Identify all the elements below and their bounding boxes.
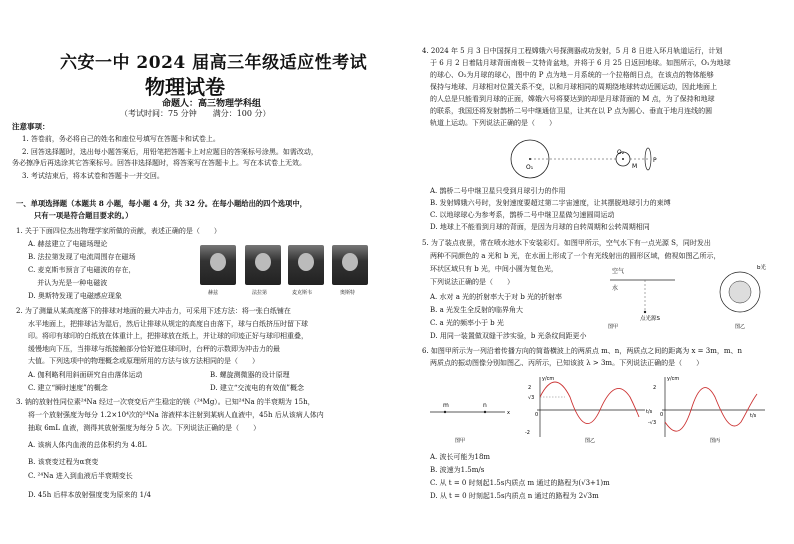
label-p: P (653, 157, 657, 164)
notice-heading: 注意事项： (12, 122, 50, 131)
label-b-light: b光 (757, 265, 766, 271)
label-neg-two: -2 (525, 430, 530, 436)
q6-line: 6. 如图甲所示为一列沿着传播方向的简谐横波上的两质点 m、n，两质点之间的距离为 x = 3m，m、n (422, 347, 742, 355)
q6-option-b: B. 波速为1.5m/s (430, 466, 485, 474)
q2-line: 水平地面上，把排球沾为湿后，然后让排球从规定的高度自由落下，球与白纸挤压时留下球 (28, 320, 308, 328)
maxwell-portrait (288, 245, 324, 285)
point-source (644, 311, 646, 313)
q4-line: 保持与地球、月球相对位置关系不变，以和月球相同的周期绕地球转动近圆运动，因此地面上 (430, 83, 717, 91)
q1-option-a: A. 赫兹建立了电磁场理论 (28, 240, 108, 248)
label-two: 2 (653, 385, 657, 391)
q5-option-c: C. a 光的频率小于 b 光 (430, 319, 504, 327)
q2-line: 缓慢地向下压，当排球与纸接触部分恰好遮住球印时，台秤的示数即为冲击力的最 (28, 345, 280, 353)
label-m: m (443, 402, 449, 409)
label-t-axis: t/s (646, 409, 653, 415)
author-line: 命题人：高三物理学科组 (162, 99, 262, 109)
exam-title: 六安一中 2024 届高三年级适应性考试 (60, 53, 368, 73)
q3-option-c: C. ²⁴Na 进入到血液后半衰期变长 (28, 472, 133, 480)
q6-option-a: A. 波长可能为18m (430, 453, 491, 461)
point-m (444, 411, 446, 413)
q4-option-c: C. 以地球球心为参考系，鹊桥二号中继卫星做匀速圆周运动 (430, 211, 615, 219)
q2-option-a: A. 伽利略利用斜面研究自由落体运动 (28, 371, 143, 379)
q3-line: 抽取 6mL 血液，测得其放射强度为每分 5 次。下列说法正确的是（ ） (28, 424, 261, 432)
q4-line: 于 6 月 2 日着陆月球背面南极－艾特肯盆地，并将于 6 月 25 日返回地球。如图所示，O₁为地球 (430, 59, 731, 67)
label-fig-a: 图甲 (455, 438, 466, 444)
label-source: 点光源S (640, 316, 660, 322)
q2-line: 印。将印有球印的白纸放在体重计上，把排球放在纸上，并让球的印迹正好与球印相重叠， (28, 332, 308, 340)
q5-line: 5. 为了装点夜景，常在喷水池水下安装彩灯。如图甲所示，空气水下有一点光源 S，同时发出 (422, 239, 711, 247)
label-fig-b: 图乙 (585, 438, 596, 444)
q1-option-c: C. 麦克斯韦预言了电磁波的存在， (28, 266, 136, 274)
q3-option-d: D. 45h 后样本放射强度变为原来的 1/4 (28, 491, 151, 499)
label-air: 空气 (612, 268, 625, 275)
q5-option-a: A. 水对 a 光的折射率大于对 b 光的折射率 (430, 293, 563, 301)
q5-line: 两种不同颜色的 a 光和 b 光，在水面上形成了一个有光线射出的圆形区域，俯视如图乙所示， (430, 252, 721, 260)
label-x-axis: x (507, 410, 510, 416)
q2-line: 2. 为了测量从某高度落下的排球对地面的最大冲击力，可采用下述方法：将一张白纸铺在 (16, 307, 291, 315)
label-fig-a: 图甲 (608, 324, 619, 330)
fig-b-wave (540, 382, 639, 424)
q4-line: 轨道上运动。下列说法正确的是（ ） (430, 119, 556, 127)
portrait-caption: 法拉第 (252, 290, 268, 296)
q4-option-a: A. 鹊桥二号中继卫星只受到月球引力的作用 (430, 187, 566, 195)
faraday-portrait (245, 245, 281, 285)
q2-option-d: D. 建立“交流电的有效值”概念 (210, 384, 304, 392)
label-zero: 0 (660, 412, 664, 418)
moon-center (622, 158, 624, 160)
label-n: n (483, 402, 487, 409)
q5-line: 环状区域只有 b 光，中间小圆为复色光， (430, 265, 558, 273)
q6-option-c: C. 从 t = 0 时刻起1.5s内质点 m 通过的路程为(√3+1)m (430, 479, 610, 487)
q1-stem: 1. 关于下面四位杰出物理学家所做的贡献，表述正确的是（ ） (16, 227, 221, 235)
point-n (484, 411, 486, 413)
earth-moon-diagram (505, 135, 665, 180)
q6-line: 两质点的振动图像分别如图乙、丙所示，已知该波 λ > 3m。下列说法正确的是（ ） (430, 359, 704, 367)
section-title: 一、单项选择题（本题共 8 小题，每小题 4 分，共 32 分。在每小题给出的四个选项中， (16, 199, 307, 208)
q4-line: 的联系，我国还将发射鹊桥二号中继通信卫星，让其在以 P 点为圆心、垂直于地月连线的圆 (430, 107, 713, 115)
label-y-axis: y/cm (542, 376, 555, 382)
label-o2: O₂ (617, 149, 625, 156)
notice-item: 务必擦净后再选涂其它答案标号。回答非选择题时，将答案写在答题卡上。写在本试卷上无效。 (12, 159, 306, 167)
label-fig-b: 图乙 (735, 324, 746, 330)
label-t-axis: t/s (750, 413, 757, 419)
inner-circle (729, 281, 751, 303)
label-m: M (632, 163, 638, 170)
q2-option-c: C. 建立“瞬时速度”的概念 (28, 384, 108, 392)
q5-option-d: D. 用同一装置做双缝干涉实验，b 光条纹间距更小 (430, 332, 587, 340)
label-neg-sqrt3: -√3 (648, 420, 657, 426)
fig-c-wave (665, 388, 757, 432)
q2-option-b: B. 螺旋测微器的设计原理 (210, 371, 290, 379)
label-sqrt3: √3 (528, 395, 535, 401)
notice-item: 3. 考试结束后，将本试卷和答题卡一并交回。 (22, 172, 164, 180)
q4-line: 的球心、O₂为月球的球心，图中的 P 点为地－月系统的一个拉格朗日点，在该点的物体能够 (430, 71, 714, 79)
label-two: 2 (528, 385, 532, 391)
notice-item: 2. 回答选择题时，选出每小题答案后，用铅笔把答题卡上对应题目的答案标号涂黑。如需改动， (22, 148, 318, 156)
section-title-2: 只有一项是符合题目要求的。） (34, 211, 133, 220)
label-zero: 0 (535, 412, 539, 418)
q4-option-b: B. 发射嫦娥六号时，发射速度要超过第二宇宙速度，让其摆脱地球引力的束缚 (430, 199, 671, 207)
q6-option-d: D. 从 t = 0 时刻起1.5s内质点 n 通过的路程为 2√3m (430, 492, 599, 500)
q3-option-b: B. 该衰变过程为α衰变 (28, 458, 99, 466)
portrait-caption: 麦克斯韦 (292, 290, 313, 296)
label-o1: O₁ (526, 164, 534, 171)
portrait-caption: 赫兹 (208, 290, 219, 296)
q4-option-d: D. 地球上不能看到月球的背面，是因为月球的自转周期和公转周期相同 (430, 223, 650, 231)
light-source-diagram (600, 260, 770, 330)
q1-option-d: D. 奥斯特发现了电磁感应现象 (28, 292, 122, 300)
wave-figures (425, 372, 770, 447)
earth-center (529, 158, 531, 160)
oersted-portrait (332, 245, 368, 285)
hertz-portrait (200, 245, 236, 285)
q2-line: 大值。下列选项中的物理概念或原理所用的方法与该方法相同的是（ ） (28, 357, 259, 365)
portrait-caption: 奥斯特 (340, 290, 356, 296)
time-info: （考试时间：75 分钟 满分：100 分） (120, 109, 271, 118)
q5-option-b: B. a 光发生全反射的临界角大 (430, 306, 523, 314)
label-y-axis: y/cm (667, 376, 680, 382)
q4-line: 的人总是只能看到月球的正面，嫦娥六号将要达到的却是月球背面的 M 点，为了保持和地球 (430, 95, 715, 103)
notice-item: 1. 答卷前，务必将自己的姓名和座位号填写在答题卡和试卷上。 (22, 135, 220, 143)
q4-line: 4. 2024 年 5 月 3 日中国探月工程嫦娥六号探测器成功发射，5 月 8 日进入环月轨道运行，计划 (422, 47, 723, 55)
q5-line: 下列说法正确的是（ ） (430, 278, 514, 286)
q1-option-b: B. 法拉第发现了电流周围存在磁场 (28, 253, 136, 261)
q3-option-a: A. 该病人体内血液的总体积约为 4.8L (28, 441, 147, 449)
q1-option-c2: 并认为光是一种电磁波 (28, 279, 108, 287)
label-water: 水 (612, 285, 619, 292)
label-fig-c: 图丙 (710, 438, 721, 444)
q3-line: 3. 钠的放射性同位素²⁴Na 经过一次衰变后产生稳定的镁（²⁴Mg）。已知²⁴Na 的半衰期为 15h， (16, 398, 315, 406)
q3-line: 将一个放射强度为每分 1.2×10⁴次的²⁴Na 溶液样本注射到某病人血液中，45h 后从该病人体内 (28, 411, 324, 419)
subject-title: 物理试卷 (145, 75, 225, 99)
